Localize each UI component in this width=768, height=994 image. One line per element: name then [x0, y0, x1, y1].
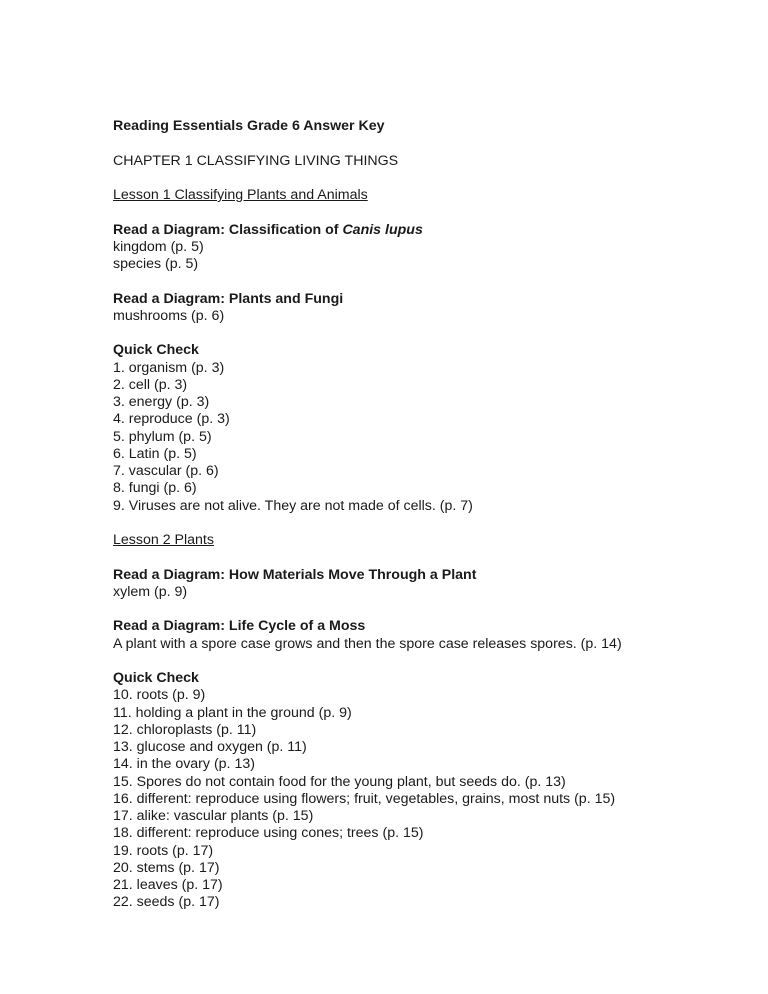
list-item: 4. reproduce (p. 3) — [113, 411, 230, 428]
document-title: Reading Essentials Grade 6 Answer Key — [113, 118, 385, 134]
list-item: 2. cell (p. 3) — [113, 376, 188, 393]
list-item: 21. leaves (p. 17) — [113, 877, 223, 893]
list-item: 10. roots (p. 9) — [113, 687, 206, 704]
species-name: Canis lupus — [342, 221, 423, 238]
answer-line: xylem (p. 9) — [113, 583, 188, 600]
list-item: 16. different: reproduce using flowers; fruit, vegetables, grains, most nuts (p. 15) — [113, 790, 616, 807]
heading-text: Read a Diagram: Classification of — [113, 221, 343, 238]
answer-line: mushrooms (p. 6) — [113, 307, 225, 324]
quick-check-heading: Quick Check — [113, 670, 199, 686]
document-page — [113, 118, 733, 912]
answer-line: A plant with a spore case grows and then the spore case releases spores. (p. 14) — [113, 635, 622, 652]
list-item: 9. Viruses are not alive. They are not made of cells. (p. 7) — [113, 497, 473, 514]
quick-check-heading: Quick Check — [113, 342, 199, 359]
list-item: 18. different: reproduce using cones; trees (p. 15) — [113, 825, 424, 842]
list-item: 20. stems (p. 17) — [113, 859, 220, 876]
chapter-heading: CHAPTER 1 CLASSIFYING LIVING THINGS — [113, 152, 399, 169]
list-item: 13. glucose and oxygen (p. 11) — [113, 739, 307, 755]
section-heading-materials: Read a Diagram: How Materials Move Through a Plant — [113, 566, 477, 583]
answer-line: kingdom (p. 5) — [113, 238, 204, 255]
list-item: 6. Latin (p. 5) — [113, 445, 197, 462]
list-item: 3. energy (p. 3) — [113, 394, 210, 410]
section-heading-canis-lupus — [113, 222, 733, 239]
list-item: 11. holding a plant in the ground (p. 9) — [113, 704, 352, 721]
list-item: 7. vascular (p. 6) — [113, 463, 219, 479]
list-item: 8. fungi (p. 6) — [113, 480, 197, 497]
section-heading-plants-fungi: Read a Diagram: Plants and Fungi — [113, 290, 344, 307]
list-item: 15. Spores do not contain food for the young plant, but seeds do. (p. 13) — [113, 773, 566, 790]
list-item: 22. seeds (p. 17) — [113, 894, 220, 911]
list-item: 19. roots (p. 17) — [113, 842, 214, 859]
list-item: 5. phylum (p. 5) — [113, 428, 212, 445]
list-item: 1. organism (p. 3) — [113, 359, 225, 376]
lesson-2-title: Lesson 2 Plants — [113, 532, 214, 548]
lesson-1-title: Lesson 1 Classifying Plants and Animals — [113, 187, 368, 203]
list-item: 17. alike: vascular plants (p. 15) — [113, 808, 314, 824]
section-heading-moss: Read a Diagram: Life Cycle of a Moss — [113, 618, 366, 635]
list-item: 14. in the ovary (p. 13) — [113, 756, 255, 773]
answer-line: species (p. 5) — [113, 256, 199, 272]
list-item: 12. chloroplasts (p. 11) — [113, 721, 257, 738]
